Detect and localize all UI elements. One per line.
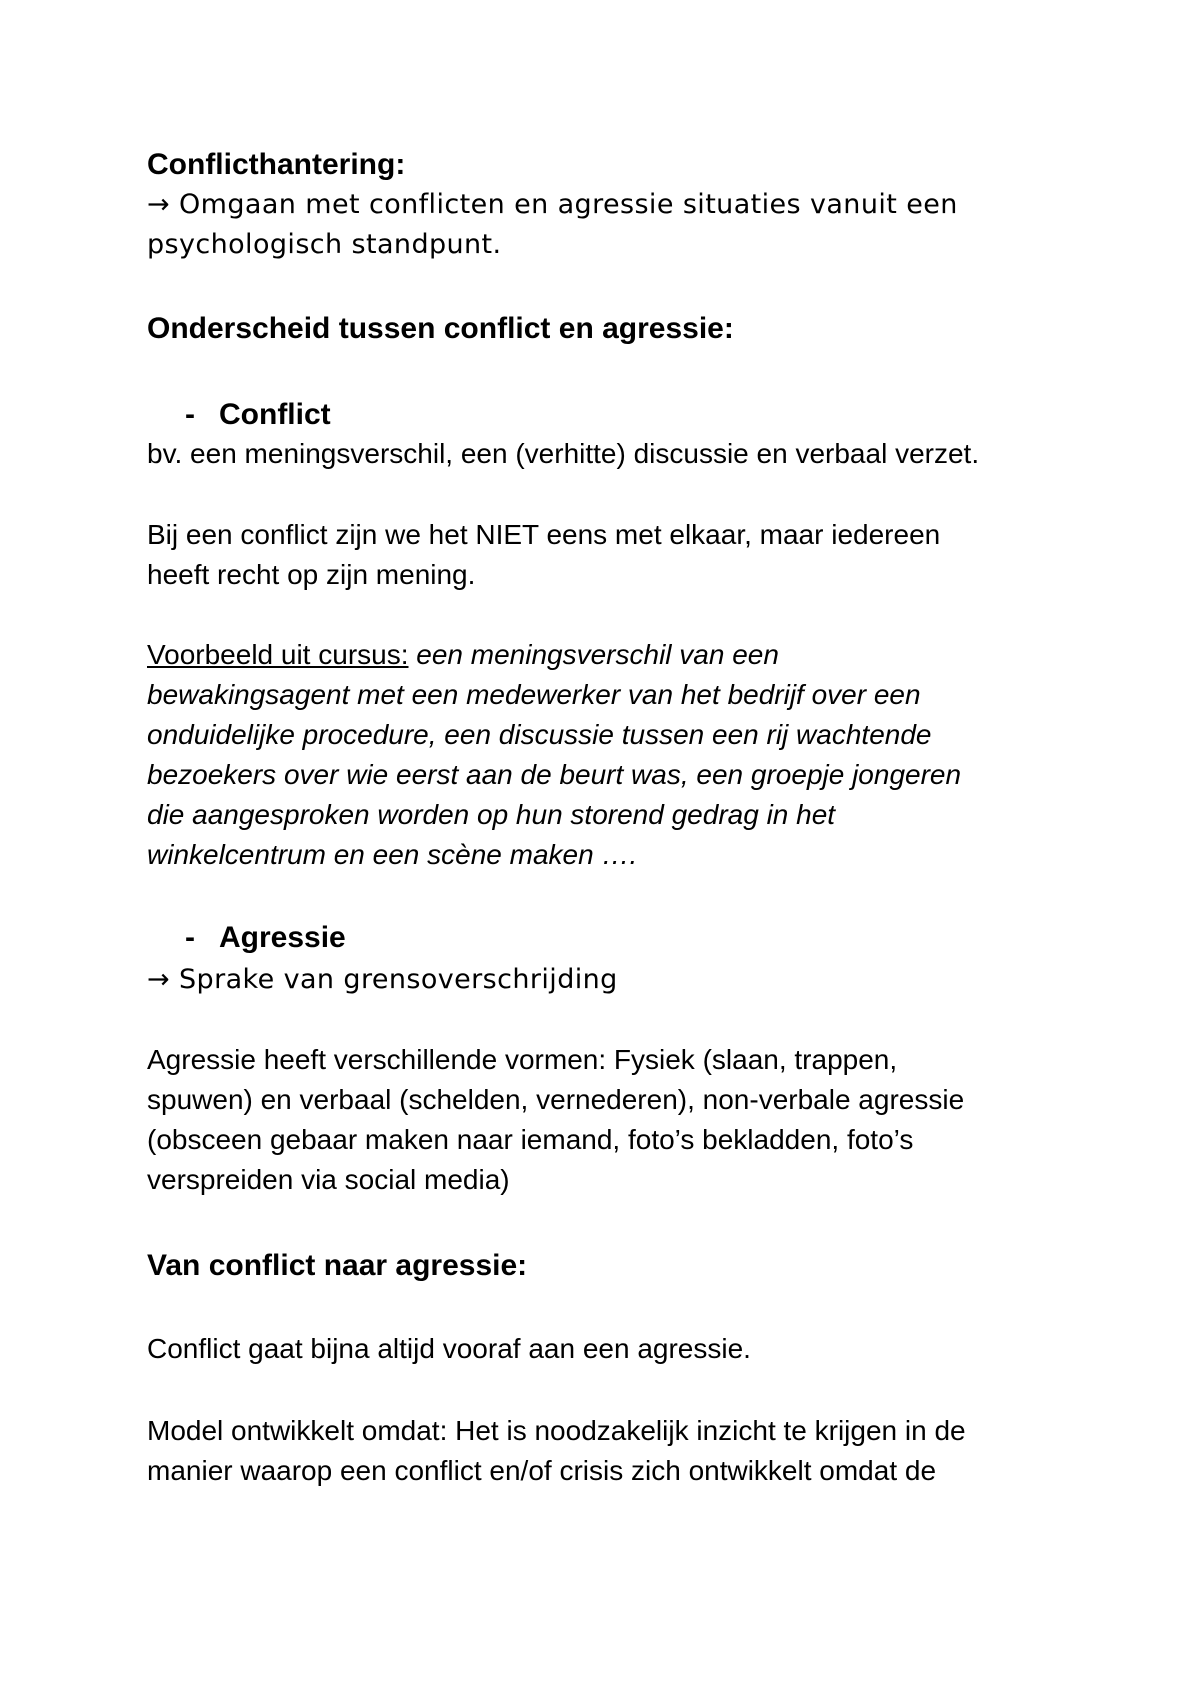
section-heading-onderscheid [147, 309, 1087, 349]
title-description-line-1: → Omgaan met conflicten en agressie situaties vanuit een [147, 189, 958, 220]
agressie-description [147, 960, 1087, 1000]
conflict-note-line-2: heeft recht op zijn mening. [147, 559, 476, 590]
agressie-forms-line-4: verspreiden via social media) [147, 1164, 510, 1195]
section-heading-text: Onderscheid tussen conflict en agressie: [147, 312, 734, 345]
example-line-1: een meningsverschil van een [408, 639, 779, 670]
bullet-label-agressie: Agressie [219, 921, 346, 954]
agressie-forms [147, 1040, 1087, 1200]
agressie-forms-line-2: spuwen) en verbaal (schelden, vernederen), non-verbale agressie [147, 1084, 965, 1115]
title-block [147, 145, 1087, 265]
example-line-3: onduidelijke procedure, een discussie tussen een rij wachtende [147, 719, 932, 750]
model-line-1: Model ontwikkelt omdat: Het is noodzakelijk inzicht te krijgen in de [147, 1415, 966, 1446]
section-heading-text: Van conflict naar agressie: [147, 1249, 528, 1282]
title-description-line-2: psychologisch standpunt. [147, 229, 502, 260]
section2-paragraph [147, 1329, 1087, 1369]
example-paragraph [147, 635, 1087, 875]
example-line-5: die aangesproken worden op hun storend gedrag in het [147, 799, 836, 830]
section-heading-van-conflict [147, 1246, 1087, 1286]
conflict-note-line-1: Bij een conflict zijn we het NIET eens met elkaar, maar iedereen [147, 519, 941, 550]
example-line-6: winkelcentrum en een scène maken …. [147, 839, 638, 870]
example-label: Voorbeeld uit cursus: [147, 639, 409, 670]
conflict-example-text: bv. een meningsverschil, een (verhitte) discussie en verbaal verzet. [147, 438, 980, 469]
bullet-dash: - [185, 921, 195, 954]
bullet-conflict [185, 395, 331, 435]
document-title: Conflicthantering: [147, 148, 406, 181]
section2-line-1: Conflict gaat bijna altijd vooraf aan een agressie. [147, 1333, 751, 1364]
agressie-forms-line-1: Agressie heeft verschillende vormen: Fysiek (slaan, trappen, [147, 1044, 898, 1075]
bullet-dash: - [185, 398, 195, 431]
agressie-forms-line-3: (obsceen gebaar maken naar iemand, foto’s bekladden, foto’s [147, 1124, 914, 1155]
example-line-2: bewakingsagent met een medewerker van het bedrijf over een [147, 679, 921, 710]
conflict-note [147, 515, 1087, 595]
example-line-4: bezoekers over wie eerst aan de beurt was, een groepje jongeren [147, 759, 962, 790]
model-paragraph [147, 1411, 1087, 1491]
bullet-agressie [185, 918, 346, 958]
agressie-description-text: → Sprake van grensoverschrijding [147, 964, 618, 995]
model-line-2: manier waarop een conflict en/of crisis zich ontwikkelt omdat de [147, 1455, 937, 1486]
conflict-example [147, 434, 1087, 474]
bullet-label-conflict: Conflict [219, 398, 331, 431]
